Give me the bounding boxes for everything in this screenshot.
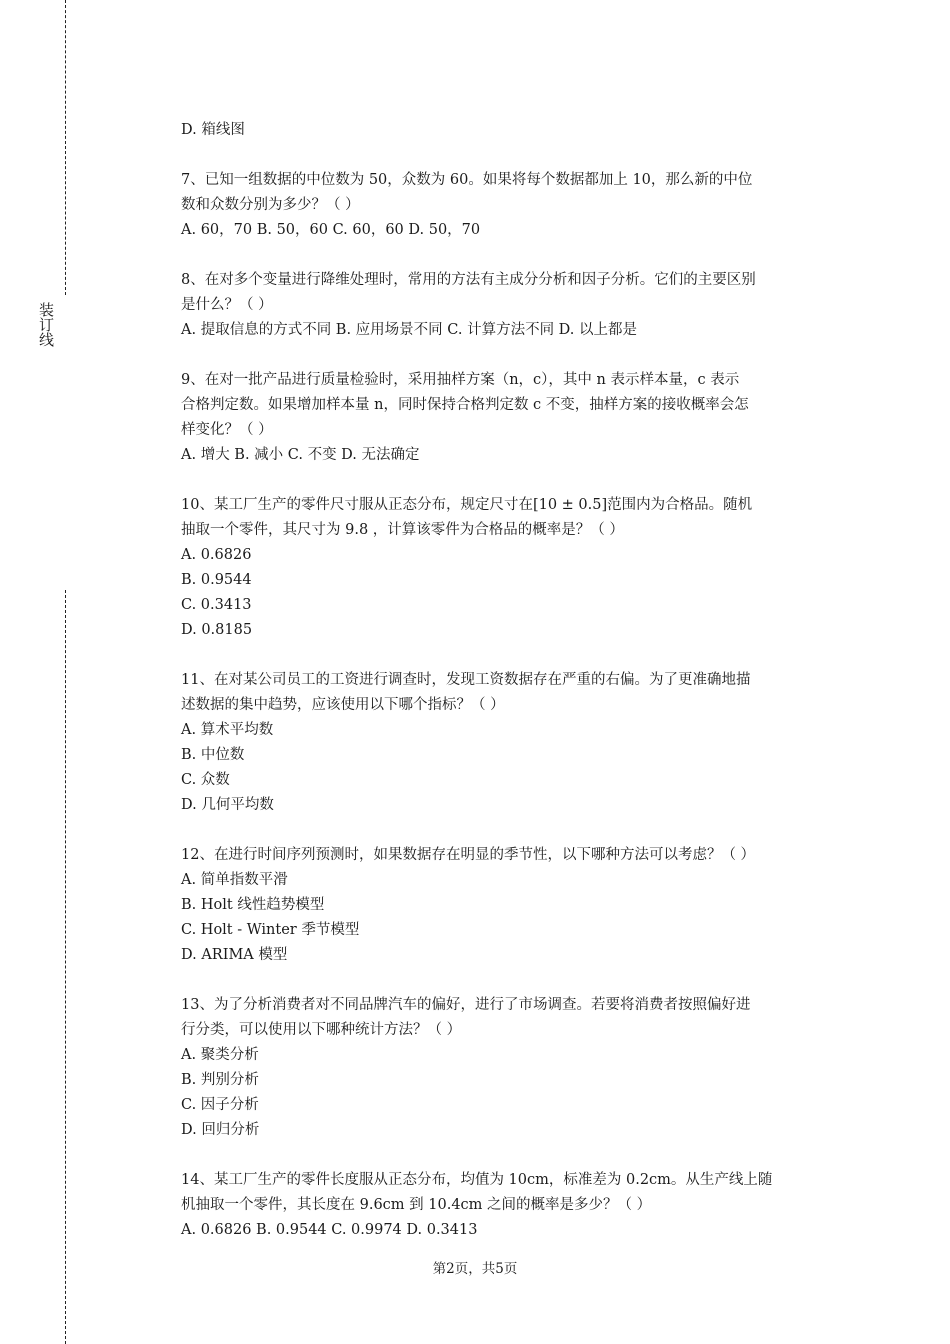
question-options: A. 增大 B. 减小 C. 不变 D. 无法确定 (181, 447, 420, 463)
question-options: A. 提取信息的方式不同 B. 应用场景不同 C. 计算方法不同 D. 以上都是 (181, 322, 638, 338)
question-text-line: 抽取一个零件，其尺寸为 9.8 ，计算该零件为合格品的概率是？（ ） (181, 522, 624, 538)
option-d: D. 几何平均数 (181, 797, 274, 813)
question-text-line: 13、为了分析消费者对不同品牌汽车的偏好，进行了市场调查。若要将消费者按照偏好进 (181, 997, 751, 1013)
option-c: C. Holt - Winter 季节模型 (181, 922, 360, 938)
option-c: C. 0.3413 (181, 597, 252, 613)
question-text-line: 8、在对多个变量进行降维处理时，常用的方法有主成分分析和因子分析。它们的主要区别 (181, 272, 756, 288)
question-text-line: 数和众数分别为多少？（ ） (181, 197, 360, 213)
question-14 (181, 1168, 841, 1243)
option-b: B. 中位数 (181, 747, 245, 763)
question-text-line: 是什么？（ ） (181, 297, 273, 313)
option-b: B. Holt 线性趋势模型 (181, 897, 325, 913)
question-text-line: 10、某工厂生产的零件尺寸服从正态分布，规定尺寸在[10 ± 0.5]范围内为合格品。随机 (181, 497, 753, 513)
option-a: A. 算术平均数 (181, 722, 274, 738)
option-a: A. 0.6826 (181, 547, 252, 563)
option-d: D. 回归分析 (181, 1122, 260, 1138)
binding-dashed-line-top (65, 0, 66, 295)
option-b: B. 0.9544 (181, 572, 252, 588)
question-7 (181, 168, 841, 243)
question-text-line: 12、在进行时间序列预测时，如果数据存在明显的季节性，以下哪种方法可以考虑？（ ） (181, 847, 756, 863)
page-number-footer: 第2页，共5页 (432, 1261, 518, 1277)
question-12 (181, 843, 841, 968)
option-d: D. ARIMA 模型 (181, 947, 288, 963)
exam-content (181, 118, 841, 1243)
question-text-line: 11、在对某公司员工的工资进行调查时，发现工资数据存在严重的右偏。为了更准确地描 (181, 672, 751, 688)
question-text-line: 14、某工厂生产的零件长度服从正态分布，均值为 10cm，标准差为 0.2cm。从生产线上随 (181, 1172, 773, 1188)
question-options: A. 60，70 B. 50，60 C. 60，60 D. 50，70 (181, 222, 481, 238)
binding-dashed-line-bottom (65, 590, 66, 1344)
option-c: C. 因子分析 (181, 1097, 259, 1113)
question-text-line: 述数据的集中趋势，应该使用以下哪个指标？（ ） (181, 697, 505, 713)
question-text-line: 合格判定数。如果增加样本量 n，同时保持合格判定数 c 不变，抽样方案的接收概率会怎 (181, 397, 749, 413)
question-9 (181, 368, 841, 468)
question-options: A. 0.6826 B. 0.9544 C. 0.9974 D. 0.3413 (181, 1222, 478, 1238)
previous-question-option-d: D. 箱线图 (181, 122, 245, 138)
question-10 (181, 493, 841, 643)
binding-line-label: 装订线 (37, 302, 55, 347)
question-11 (181, 668, 841, 818)
option-b: B. 判别分析 (181, 1072, 259, 1088)
option-a: A. 聚类分析 (181, 1047, 259, 1063)
question-13 (181, 993, 841, 1143)
question-text-line: 机抽取一个零件，其长度在 9.6cm 到 10.4cm 之间的概率是多少？（ ） (181, 1197, 652, 1213)
question-8 (181, 268, 841, 343)
option-c: C. 众数 (181, 772, 230, 788)
question-text-line: 9、在对一批产品进行质量检验时，采用抽样方案（n，c），其中 n 表示样本量，c 表示 (181, 372, 740, 388)
question-text-line: 样变化？（ ） (181, 422, 273, 438)
question-text-line: 7、已知一组数据的中位数为 50，众数为 60。如果将每个数据都加上 10，那么新的中位 (181, 172, 753, 188)
option-d: D. 0.8185 (181, 622, 253, 638)
question-text-line: 行分类，可以使用以下哪种统计方法？（ ） (181, 1022, 462, 1038)
option-a: A. 简单指数平滑 (181, 872, 288, 888)
